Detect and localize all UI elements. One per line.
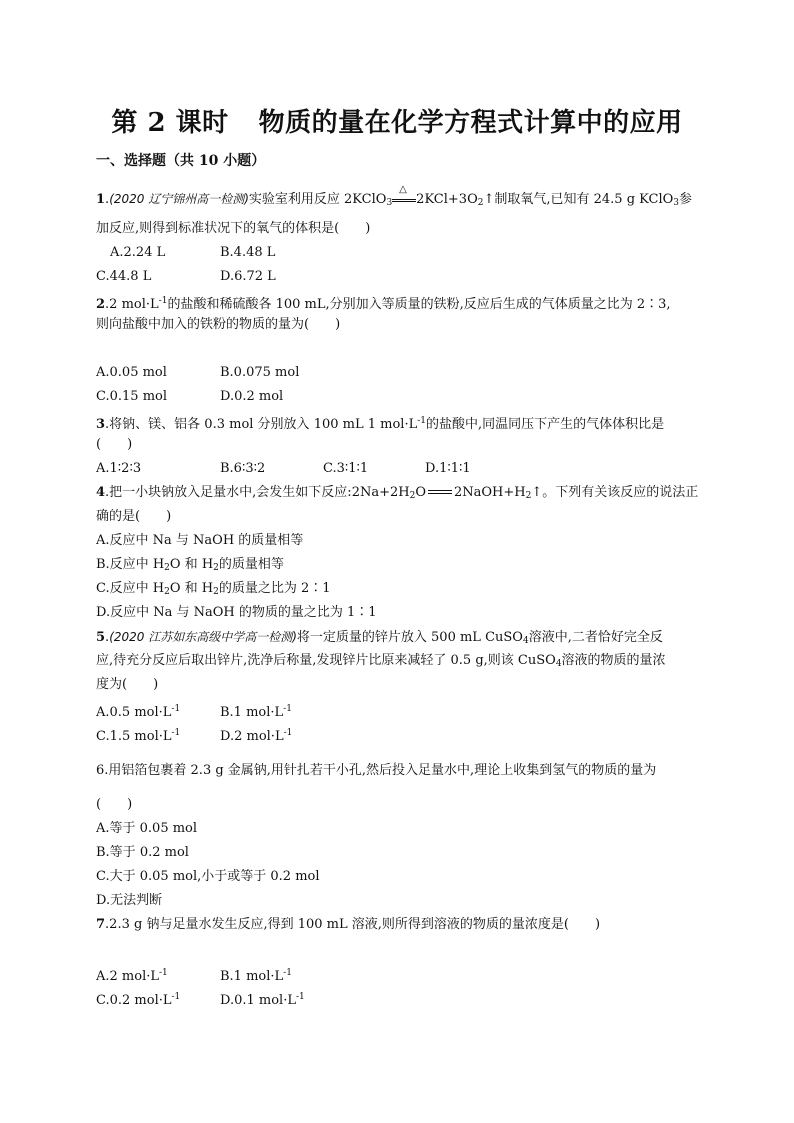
page-title [0, 102, 794, 139]
reaction-equals-sign [426, 490, 454, 496]
option-d: D.0.1 $mol\cdot L^{-1}$ [220, 992, 305, 1008]
question-4-line-2: 确的是( ) [96, 509, 172, 524]
option-a: A.等于 0.05 mol [96, 821, 198, 836]
option-d: D.1∶1∶1 [425, 461, 471, 476]
question-6-line-1: 6.用铝箔包裹着 2.3 g 金属钠,用针扎若干小孔,然后投入足量水中,理论上收集到氢气的物质的量为 [96, 763, 657, 778]
section-heading: 一、选择题（共 10 小题） [96, 153, 266, 169]
option-d: D.2 $mol\cdot L^{-1}$ [220, 728, 293, 744]
heating-condition-symbol: △ [392, 193, 416, 207]
option-d: D.反应中 Na 与 NaOH 的物质的量之比为 1∶1 [96, 605, 377, 620]
question-source: (2020 江苏如东高级中学高一检测) [109, 630, 297, 644]
option-d: D.0.2 mol [220, 389, 284, 404]
option-b: B.6∶3∶2 [220, 461, 266, 476]
question-1-line-2: 加反应,则得到标准状况下的氧气的体积是( ) [96, 221, 371, 236]
option-b: B.反应中 $H_2O$ 和 $H_2$的质量相等 [96, 557, 284, 573]
question-source: (2020 辽宁锦州高一检测) [109, 192, 249, 206]
option-c: C.大于 0.05 mol,小于或等于 0.2 mol [96, 869, 320, 884]
option-d: D.6.72 L [220, 269, 276, 284]
option-c: C.3∶1∶1 [323, 461, 369, 476]
option-b: B.1 $mol\cdot L^{-1}$ [220, 704, 292, 720]
question-3-line-1: 3.将钠、镁、铝各 0.3 mol 分别放入 100 mL 1 $mol\cdot L^{-1}$的盐酸中,同温同压下产生的气体体积比是 [96, 416, 665, 432]
option-a: A.1∶2∶3 [96, 461, 142, 476]
option-c: C.1.5 $mol\cdot L^{-1}$ [96, 728, 181, 744]
question-2-line-2: 则向盐酸中加入的铁粉的物质的量为( ) [96, 317, 341, 332]
question-3-line-2: ( ) [96, 437, 133, 452]
option-a: A.0.5 $mol\cdot L^{-1}$ [96, 704, 181, 720]
question-2-line-1: 2.2 $mol\cdot L^{-1}$的盐酸和稀硫酸各 100 mL,分别加入等质量的铁粉,反应后生成的气体质量之比为 2∶3, [96, 296, 671, 312]
option-a: A.2.24 L [110, 245, 166, 260]
question-1-line-1: 1.(2020 辽宁锦州高一检测)实验室利用反应 2KClO$_3$ △ $2KCl+3O_2↑$制取氧气,已知有 24.5 g KClO$_3$参 [96, 183, 693, 208]
option-d: D.无法判断 [96, 893, 163, 908]
question-5-line-1: 5.(2020 江苏如东高级中学高一检测)将一定质量的锌片放入 500 mL CuSO$_4$溶液中,二者恰好完全反 [96, 630, 663, 646]
option-a: A.0.05 mol [96, 365, 167, 380]
option-c: C.0.2 $mol\cdot L^{-1}$ [96, 992, 181, 1008]
question-5-line-2: 应,待充分反应后取出锌片,洗净后称量,发现锌片比原来减轻了 0.5 g,则该 CuSO$_4$溶液的物质的量浓 [96, 653, 666, 669]
option-b: B.0.075 mol [220, 365, 300, 380]
option-a: A.反应中 Na 与 NaOH 的质量相等 [96, 533, 304, 548]
option-b: B.1 $mol\cdot L^{-1}$ [220, 968, 292, 984]
question-4-line-1: 4.把一小块钠放入足量水中,会发生如下反应$:2Na+2H_2O$ $2NaOH+H_2↑$。下列有关该反应的说法正 [96, 485, 699, 501]
question-7-line-1: 7.2.3 g 钠与足量水发生反应,得到 100 mL 溶液,则所得到溶液的物质的量浓度是( ) [96, 917, 601, 932]
question-6-line-2: ( ) [96, 797, 133, 812]
question-5-line-3: 度为( ) [96, 677, 159, 692]
option-c: C.44.8 L [96, 269, 152, 284]
option-b: B.4.48 L [220, 245, 276, 260]
lesson-topic: 物质的量在化学方程式计算中的应用 [258, 108, 683, 138]
option-c: C.反应中 $H_2O$ 和 $H_2$的质量之比为 2∶1 [96, 581, 331, 597]
option-c: C.0.15 mol [96, 389, 168, 404]
option-b: B.等于 0.2 mol [96, 845, 189, 860]
lesson-number: 第 2 课时 [111, 108, 229, 138]
option-a: A.2 $mol\cdot L^{-1}$ [96, 968, 168, 984]
